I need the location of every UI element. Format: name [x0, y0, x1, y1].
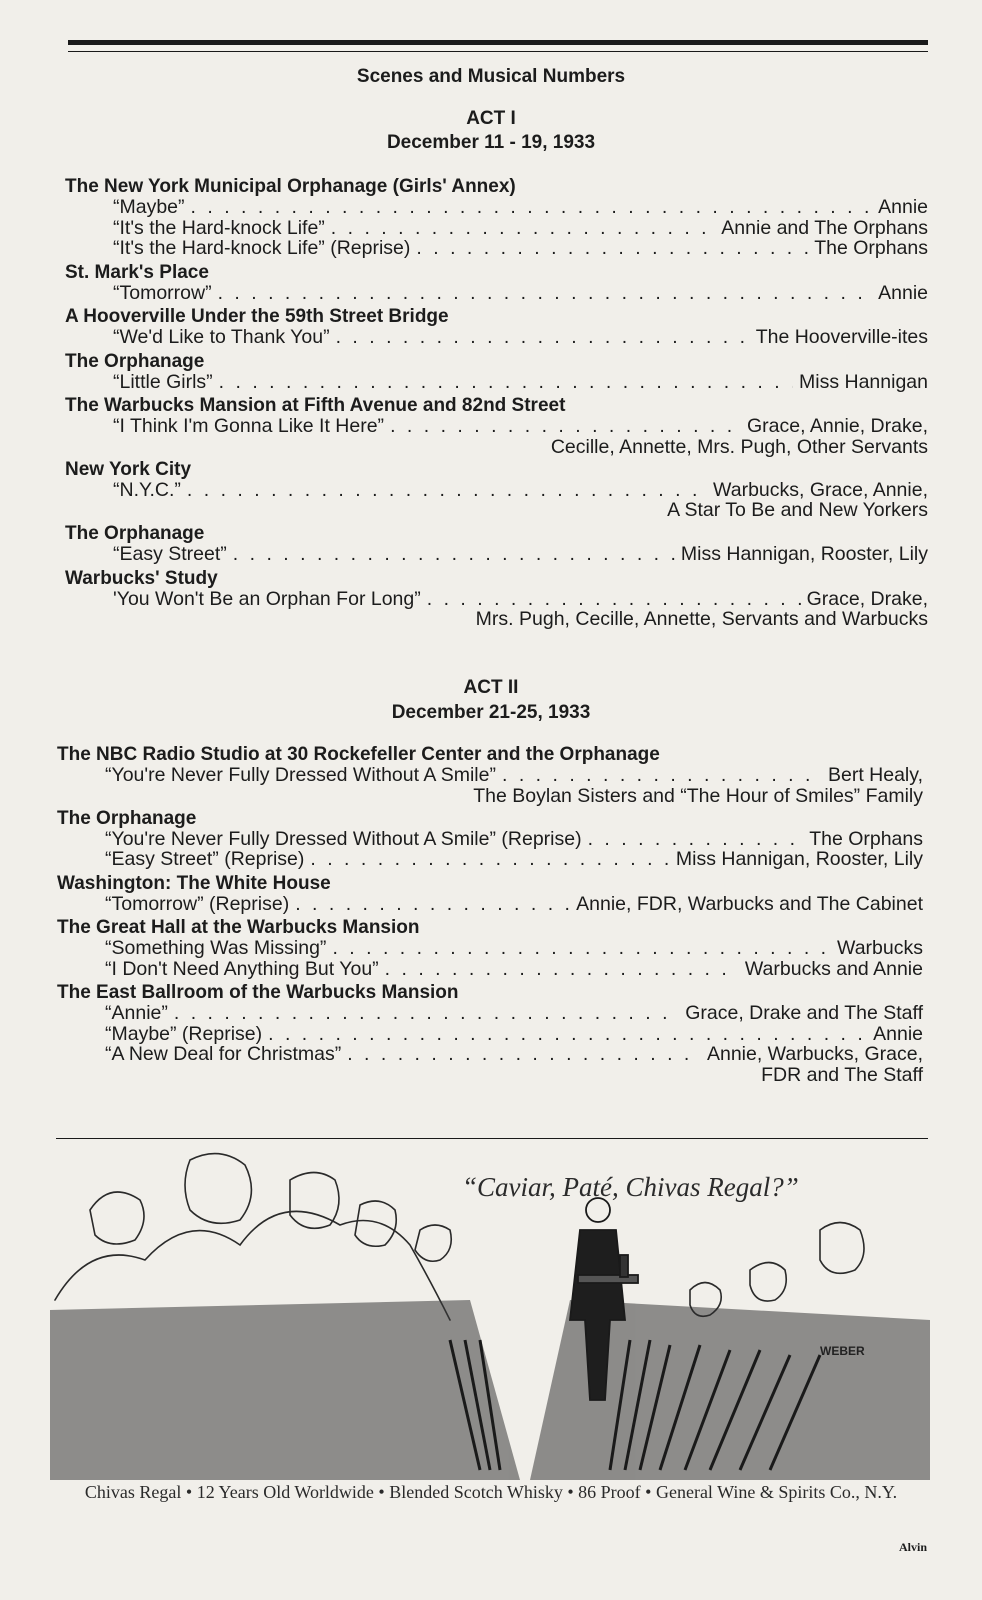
song-title: “You're Never Fully Dressed Without A Smile”	[105, 764, 496, 786]
leader-dots	[332, 938, 831, 959]
leader-dots	[310, 849, 669, 870]
scene-title: The East Ballroom of the Warbucks Mansion	[57, 982, 459, 1003]
musical-number	[65, 480, 928, 501]
act1-dates: December 11 - 19, 1933	[386, 132, 596, 153]
leader-dots	[347, 1044, 701, 1065]
scene-title: St. Mark's Place	[65, 261, 209, 283]
scene	[65, 569, 928, 630]
song-title: “Maybe”	[113, 196, 185, 218]
performers: Annie	[878, 281, 928, 304]
scene-title: New York City	[65, 458, 192, 480]
musical-number	[65, 283, 928, 304]
musical-number	[57, 829, 923, 850]
song-title: 'You Won't Be an Orphan For Long”	[113, 587, 421, 610]
performers: Grace, Annie, Drake,	[746, 415, 928, 437]
leader-dots	[416, 238, 808, 259]
leader-dots	[331, 218, 716, 239]
act1-scenes	[65, 174, 928, 629]
musical-number	[57, 1003, 923, 1024]
musical-number	[57, 894, 923, 915]
scene-title: A Hooverville Under the 59th Street Bridge	[65, 306, 449, 327]
scene	[65, 177, 928, 259]
performers: Miss Hannigan, Rooster, Lily	[680, 543, 928, 565]
musical-number	[65, 589, 928, 610]
leader-dots	[390, 416, 741, 437]
song-title: “I Don't Need Anything But You”	[105, 957, 379, 980]
performers: Miss Hannigan	[799, 370, 928, 393]
act2-label: ACT II	[463, 677, 519, 698]
leader-dots	[219, 372, 793, 393]
musical-number	[65, 238, 928, 259]
performers: Miss Hannigan, Rooster, Lily	[675, 848, 923, 870]
musical-number	[57, 959, 923, 980]
leader-dots	[268, 1024, 867, 1045]
leader-dots	[588, 829, 804, 850]
performers-continued: Cecille, Annette, Mrs. Pugh, Other Servants	[550, 435, 928, 458]
performers: Bert Healy,	[827, 764, 923, 786]
performers: Grace, Drake and The Staff	[685, 1002, 923, 1024]
performers-continued: Mrs. Pugh, Cecille, Annette, Servants and Warbucks	[475, 608, 928, 630]
scene	[65, 524, 928, 565]
song-title: “Maybe” (Reprise)	[105, 1022, 263, 1045]
musical-number	[57, 849, 923, 870]
leader-dots	[233, 544, 675, 565]
leader-dots	[218, 283, 873, 304]
scene-title: Washington: The White House	[57, 872, 331, 894]
song-title: “We'd Like to Thank You”	[113, 326, 330, 348]
performers: Annie and The Orphans	[721, 216, 928, 239]
performers: Annie, FDR, Warbucks and The Cabinet	[576, 892, 923, 915]
act1-label: ACT I	[466, 108, 516, 129]
musical-number	[65, 372, 928, 393]
performers-continued: FDR and The Staff	[761, 1063, 923, 1086]
scene-title: The Orphanage	[65, 350, 205, 372]
musical-number	[65, 327, 928, 348]
song-title: “Tomorrow”	[113, 281, 212, 304]
scene	[65, 352, 928, 393]
song-title: “Tomorrow” (Reprise)	[105, 892, 290, 915]
performers: Annie, Warbucks, Grace,	[706, 1043, 923, 1065]
song-title: “It's the Hard-knock Life” (Reprise)	[113, 237, 411, 259]
song-title: “You're Never Fully Dressed Without A Smile” (Reprise)	[105, 827, 582, 850]
musical-number	[65, 197, 928, 218]
scene-title: The Orphanage	[65, 523, 205, 544]
illustrator-signature: WEBER	[820, 1344, 865, 1358]
scene	[57, 809, 923, 870]
performers-continued: The Boylan Sisters and “The Hour of Smiles” Family	[473, 784, 923, 807]
theater-name: Alvin	[898, 1540, 927, 1554]
leader-dots	[295, 894, 570, 915]
musical-number	[65, 544, 928, 565]
musical-number	[57, 938, 923, 959]
scene-title: The New York Municipal Orphanage (Girls' Annex)	[65, 176, 516, 197]
song-title: “Little Girls”	[113, 370, 213, 393]
leader-dots	[427, 589, 801, 610]
scene	[65, 263, 928, 304]
song-title: “N.Y.C.”	[113, 478, 181, 501]
scene	[57, 983, 923, 1085]
song-title: “Easy Street”	[113, 543, 227, 565]
scene-title: The Warbucks Mansion at Fifth Avenue and 82nd Street	[65, 395, 566, 416]
scene	[57, 918, 923, 979]
musical-number	[57, 1044, 923, 1065]
performers: The Orphans	[814, 237, 928, 259]
musical-number	[65, 218, 928, 239]
performers: Grace, Drake,	[806, 587, 928, 610]
ad-quote: “Caviar, Paté, Chivas Regal?”	[462, 1172, 799, 1202]
scene	[57, 874, 923, 915]
scene	[65, 396, 928, 457]
musical-number	[65, 416, 928, 437]
performers: The Hooverville-ites	[755, 326, 928, 348]
song-title: “I Think I'm Gonna Like It Here”	[113, 415, 385, 437]
act2-scenes	[57, 742, 923, 1085]
musical-number	[57, 765, 923, 786]
scene	[57, 745, 923, 806]
scene-title: The NBC Radio Studio at 30 Rockefeller Center and the Orphanage	[57, 744, 660, 765]
performers: Warbucks, Grace, Annie,	[713, 478, 928, 501]
leader-dots	[502, 765, 822, 786]
scene-title: The Great Hall at the Warbucks Mansion	[57, 917, 420, 938]
leader-dots	[174, 1003, 679, 1024]
performers: Annie	[873, 1022, 923, 1045]
song-title: “A New Deal for Christmas”	[105, 1043, 342, 1065]
scene	[65, 307, 928, 348]
performers: Annie	[878, 196, 928, 218]
leader-dots	[336, 327, 750, 348]
top-rule-thin	[68, 51, 928, 52]
scene	[65, 460, 928, 521]
act2-dates: December 21-25, 1933	[391, 702, 591, 723]
scene-title: The Orphanage	[57, 807, 197, 829]
leader-dots	[187, 480, 707, 501]
scene-title: Warbucks' Study	[65, 567, 218, 589]
leader-dots	[385, 959, 739, 980]
ad-footer: Chivas Regal • 12 Years Old Worldwide • Blended Scotch Whisky • 86 Proof • General Wine & Spirits Co., N.Y.	[84, 1482, 898, 1502]
performers: The Orphans	[809, 827, 923, 850]
song-title: “Easy Street” (Reprise)	[105, 848, 305, 870]
musical-number	[57, 1024, 923, 1045]
performers: Warbucks and Annie	[744, 957, 923, 980]
ad-divider-rule	[56, 1138, 928, 1139]
song-title: “It's the Hard-knock Life”	[113, 216, 325, 239]
performers-continued: A Star To Be and New Yorkers	[667, 499, 928, 521]
top-rule-thick	[68, 40, 928, 45]
leader-dots	[191, 197, 873, 218]
song-title: “Something Was Missing”	[105, 937, 327, 959]
performers: Warbucks	[837, 937, 923, 959]
page-title: Scenes and Musical Numbers	[356, 66, 626, 87]
song-title: “Annie”	[105, 1002, 168, 1024]
